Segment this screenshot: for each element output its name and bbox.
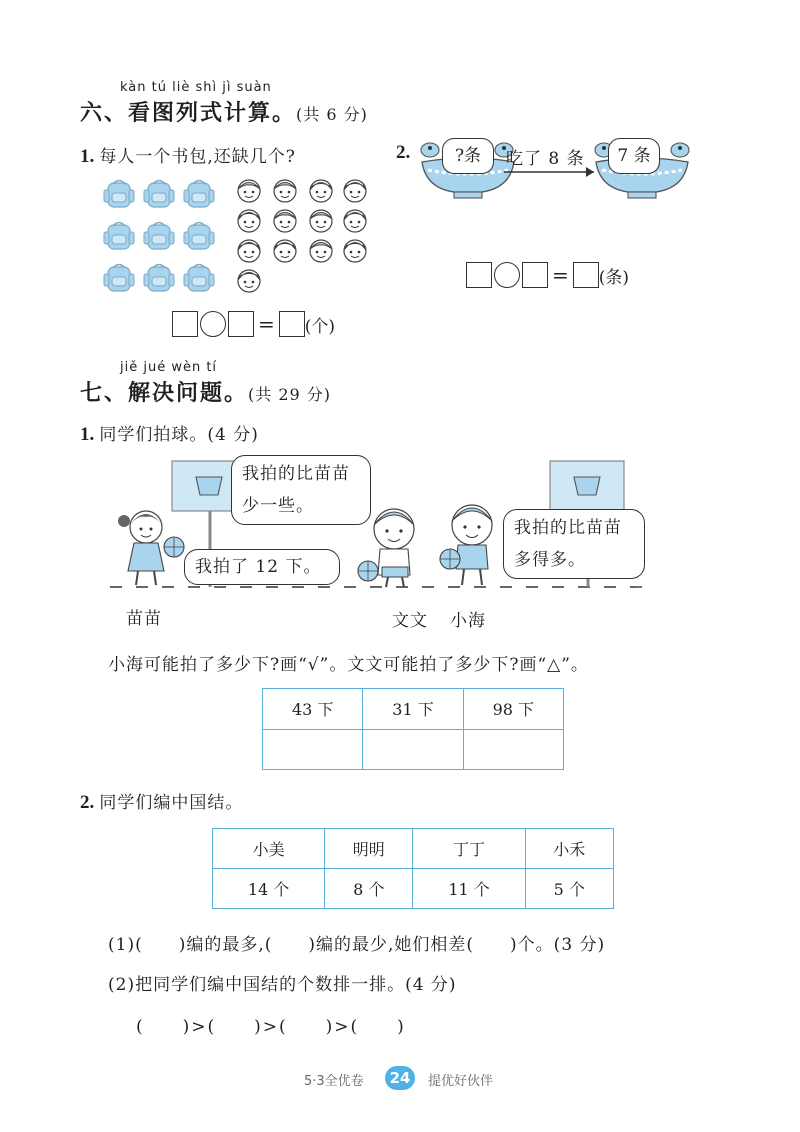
options-table (262, 688, 564, 770)
s7-q2-order-line: ( )>( )>( )>( ) (136, 1017, 406, 1037)
name-xiaohai: 小海 (450, 611, 486, 631)
section7-score: (共 29 分) (248, 385, 332, 404)
s6-q1-prompt (80, 142, 296, 168)
girl-miaomiao-figure (118, 511, 184, 585)
answer-box[interactable] (573, 262, 599, 288)
child-face-icon (344, 180, 366, 202)
equals-sign: = (258, 312, 275, 336)
s6-q2-equation (466, 262, 629, 288)
backpack-icon (144, 181, 174, 208)
equals-sign: = (552, 263, 569, 287)
answer-box[interactable] (279, 311, 305, 337)
section7-title (80, 376, 331, 407)
bubble-wenwen-line1: 我拍的比苗苗 (242, 464, 350, 484)
operator-circle[interactable] (200, 311, 226, 337)
section6-title-text: 六、看图列式计算。 (80, 101, 297, 126)
speech-bubble-xiaohai (503, 509, 645, 579)
answer-cell[interactable] (263, 729, 363, 770)
s7-q2-sub2: (2)把同学们编中国结的个数排一排。(4 分) (108, 975, 457, 995)
value-cell: 8 个 (325, 869, 413, 909)
arrow-label: 吃了 8 条 (506, 149, 585, 169)
s7-q2-number: 2. (80, 792, 95, 813)
s6-q1-text: 每人一个书包,还缺几个? (99, 147, 296, 167)
child-face-icon (310, 180, 332, 202)
value-cell: 14 个 (213, 869, 325, 909)
page-number-badge: 24 (385, 1066, 415, 1090)
child-face-icon (238, 270, 260, 292)
unit-label: (个) (304, 316, 336, 337)
child-face-icon (310, 240, 332, 262)
option-cell: 31 下 (363, 689, 463, 730)
footer-left-text: 5·3全优卷 (304, 1074, 364, 1089)
header-cell: 丁丁 (413, 829, 525, 869)
backpack-icon (104, 223, 134, 250)
child-face-icon (238, 210, 260, 232)
knots-table (212, 828, 614, 909)
child-face-icon (274, 210, 296, 232)
bubble-wenwen-line2: 少一些。 (242, 496, 314, 516)
option-cell: 98 下 (463, 689, 563, 730)
answer-cell[interactable] (463, 729, 563, 770)
section7-title-text: 七、解决问题。 (80, 381, 249, 406)
child-face-icon (274, 180, 296, 202)
section6-score: (共 6 分) (296, 105, 368, 124)
answer-box[interactable] (172, 311, 198, 337)
s6-q1-equation (172, 311, 335, 337)
backpack-icon (144, 265, 174, 292)
s7-q1-question: 小海可能拍了多少下?画“√”。文文可能拍了多少下?画“△”。 (108, 655, 589, 675)
unit-label: (条) (598, 267, 630, 288)
answer-box[interactable] (228, 311, 254, 337)
option-cell: 43 下 (263, 689, 363, 730)
s7-q1-prompt (80, 420, 259, 446)
s7-q1-text: 同学们拍球。(4 分) (99, 425, 259, 445)
header-cell: 小美 (213, 829, 325, 869)
child-face-icon (274, 240, 296, 262)
children-faces-illustration (232, 176, 372, 296)
backpack-icon (184, 181, 214, 208)
header-cell: 小禾 (525, 829, 613, 869)
bowl-left-label: ?条 (442, 138, 494, 174)
speech-bubble-wenwen (231, 455, 371, 525)
s7-q2-sub1: (1)( )编的最多,( )编的最少,她们相差( )个。(3 分) (108, 935, 606, 955)
boy-xiaohai-figure (440, 505, 492, 585)
answer-box[interactable] (522, 262, 548, 288)
footer-right-text: 提优好伙伴 (428, 1074, 494, 1089)
child-face-icon (310, 210, 332, 232)
section6-pinyin: kàn tú liè shì jì suàn (120, 80, 272, 95)
s7-q2-text: 同学们编中国结。 (99, 793, 244, 813)
value-cell: 11 个 (413, 869, 525, 909)
child-face-icon (238, 240, 260, 262)
bubble-xiaohai-line1: 我拍的比苗苗 (514, 518, 622, 538)
s7-q2-prompt (80, 788, 243, 814)
backpack-icon (144, 223, 174, 250)
operator-circle[interactable] (494, 262, 520, 288)
backpack-icon (184, 265, 214, 292)
backpack-icon (104, 181, 134, 208)
s7-q1-number: 1. (80, 424, 95, 445)
name-wenwen: 文文 (392, 611, 428, 631)
speech-bubble-miaomiao: 我拍了 12 下。 (184, 549, 340, 585)
child-face-icon (238, 180, 260, 202)
backpack-icon (184, 223, 214, 250)
section6-title (80, 96, 368, 127)
child-face-icon (344, 210, 366, 232)
backpack-icon (104, 265, 134, 292)
section7-pinyin: jiě jué wèn tí (120, 360, 218, 375)
bowl-right-label: 7 条 (608, 138, 660, 174)
bubble-xiaohai-line2: 多得多。 (514, 550, 586, 570)
s6-q1-number: 1. (80, 146, 95, 167)
value-cell: 5 个 (525, 869, 613, 909)
s6-q2-number: 2. (396, 142, 411, 163)
backpacks-illustration (100, 176, 220, 300)
name-miaomiao: 苗苗 (126, 609, 162, 629)
child-face-icon (344, 240, 366, 262)
header-cell: 明明 (325, 829, 413, 869)
answer-cell[interactable] (363, 729, 463, 770)
answer-box[interactable] (466, 262, 492, 288)
